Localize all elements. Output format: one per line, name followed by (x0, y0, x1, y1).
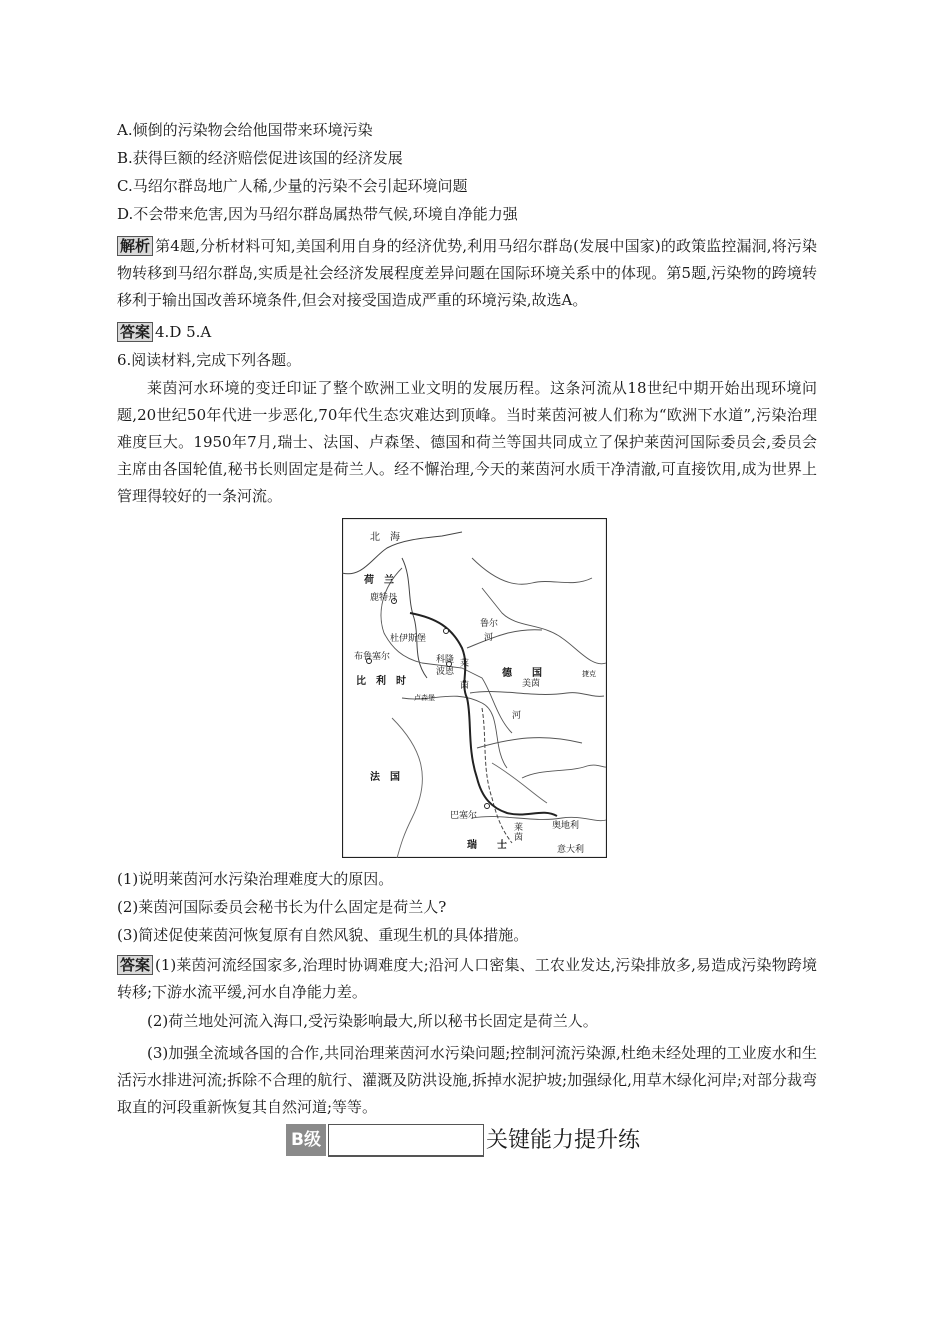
q6-answer-1-block (117, 952, 817, 1006)
analysis-tag: 解析 (117, 236, 153, 256)
analysis-text: 第4题,分析材料可知,美国利用自身的经济优势,利用马绍尔群岛(发展中国家)的政策监控漏洞,将污染物转移到马绍尔群岛,实质是社会经济发展程度差异问题在国际环境关系中的体现。第5题,污染物的跨境转移利于输出国改善环境条件,但会对接受国造成严重的环境污染,故选A。 (117, 237, 817, 309)
label-luxembourg: 卢森堡 (414, 694, 435, 702)
q6-stem: 6.阅读材料,完成下列各题。 (117, 351, 302, 369)
option-a: A.倾倒的污染物会给他国带来环境污染 (117, 121, 373, 139)
label-rhine-4: 茵 (514, 833, 524, 843)
label-sea: 北 海 (370, 532, 400, 543)
label-duisburg: 杜伊斯堡 (390, 634, 427, 644)
label-rotterdam: 鹿特丹 (370, 593, 398, 603)
section-badge: B级 (286, 1124, 326, 1156)
q6-question-1: (1)说明莱茵河水污染治理难度大的原因。 (117, 870, 394, 888)
map-frame (343, 519, 607, 858)
q6-material: 莱茵河水环境的变迁印证了整个欧洲工业文明的发展历程。这条河流从18世纪中期开始出现环境问题,20世纪50年代进一步恶化,70年代生态灾难达到顶峰。当时莱茵河被人们称为“欧洲下水道”,污染治理难度巨大。1950年7月,瑞士、法国、卢森堡、德国和荷兰等国共同成立了保护莱茵河国际委员会,委员会主席由各国轮值,秘书长则固定是荷兰人。经不懈治理,今天的莱茵河水质干净清澈,可直接饮用,成为世界上管理得较好的一条河流。 (117, 379, 817, 505)
label-river-1: 河 (484, 633, 494, 643)
label-rhine-1: 莱 (460, 659, 470, 669)
label-italy: 意大利 (557, 845, 585, 855)
rhine-map (342, 518, 607, 858)
label-belgium: 比 利 时 (356, 676, 406, 687)
duisburg-dot (444, 629, 449, 634)
option-c: C.马绍尔群岛地广人稀,少量的污染不会引起环境问题 (117, 177, 468, 195)
label-river-2: 河 (512, 711, 522, 721)
label-ruhr: 鲁尔 (480, 619, 499, 629)
label-austria: 奥地利 (552, 821, 580, 831)
analysis-block (117, 233, 817, 314)
label-czech: 捷克 (582, 670, 596, 678)
label-main: 美茵 (522, 679, 541, 689)
q6-answer-tag: 答案 (117, 955, 153, 975)
label-switzerland: 瑞 士 (467, 840, 507, 851)
label-netherlands: 荷 兰 (364, 575, 394, 586)
q6-answer-1: (1)莱茵河流经国家多,治理时协调难度大;沿河人口密集、工农业发达,污染排放多,易造成污染物跨境转移;下游水流平缓,河水自净能力差。 (117, 956, 817, 1001)
section-title: 关键能力提升练 (486, 1128, 641, 1153)
label-rhine-3: 莱 (514, 823, 524, 833)
label-germany: 德 国 (502, 668, 542, 679)
section-underline-box (328, 1124, 484, 1157)
label-basel: 巴塞尔 (450, 811, 478, 821)
q6-question-3: (3)简述促使莱茵河恢复原有自然风貌、重现生机的具体措施。 (117, 926, 529, 944)
label-france: 法 国 (370, 772, 400, 783)
q6-answer-2: (2)荷兰地处河流入海口,受污染影响最大,所以秘书长固定是荷兰人。 (147, 1012, 598, 1030)
label-bonn: 波恩 (436, 667, 455, 677)
option-d: D.不会带来危害,因为马绍尔群岛属热带气候,环境自净能力强 (117, 205, 518, 223)
q6-answer-3: (3)加强全流域各国的合作,共同治理莱茵河水污染问题;控制河流污染源,杜绝未经处理的工业废水和生活污水排进河流;拆除不合理的航行、灌溉及防洪设施,拆掉水泥护坡;加强绿化,用草木绿化河岸;对部分裁弯取直的河段重新恢复其自然河道;等等。 (117, 1044, 817, 1116)
option-b: B.获得巨额的经济赔偿促进该国的经济发展 (117, 149, 403, 167)
label-cologne: 科隆 (436, 655, 455, 665)
answer-45 (117, 321, 211, 343)
answer-tag: 答案 (117, 322, 153, 342)
basel-dot (485, 804, 490, 809)
answer-45-text: 4.D 5.A (155, 323, 212, 341)
q6-question-2: (2)莱茵河国际委员会秘书长为什么固定是荷兰人? (117, 898, 447, 916)
label-rhine-2: 茵 (460, 681, 470, 691)
label-brussels: 布鲁塞尔 (354, 652, 391, 662)
